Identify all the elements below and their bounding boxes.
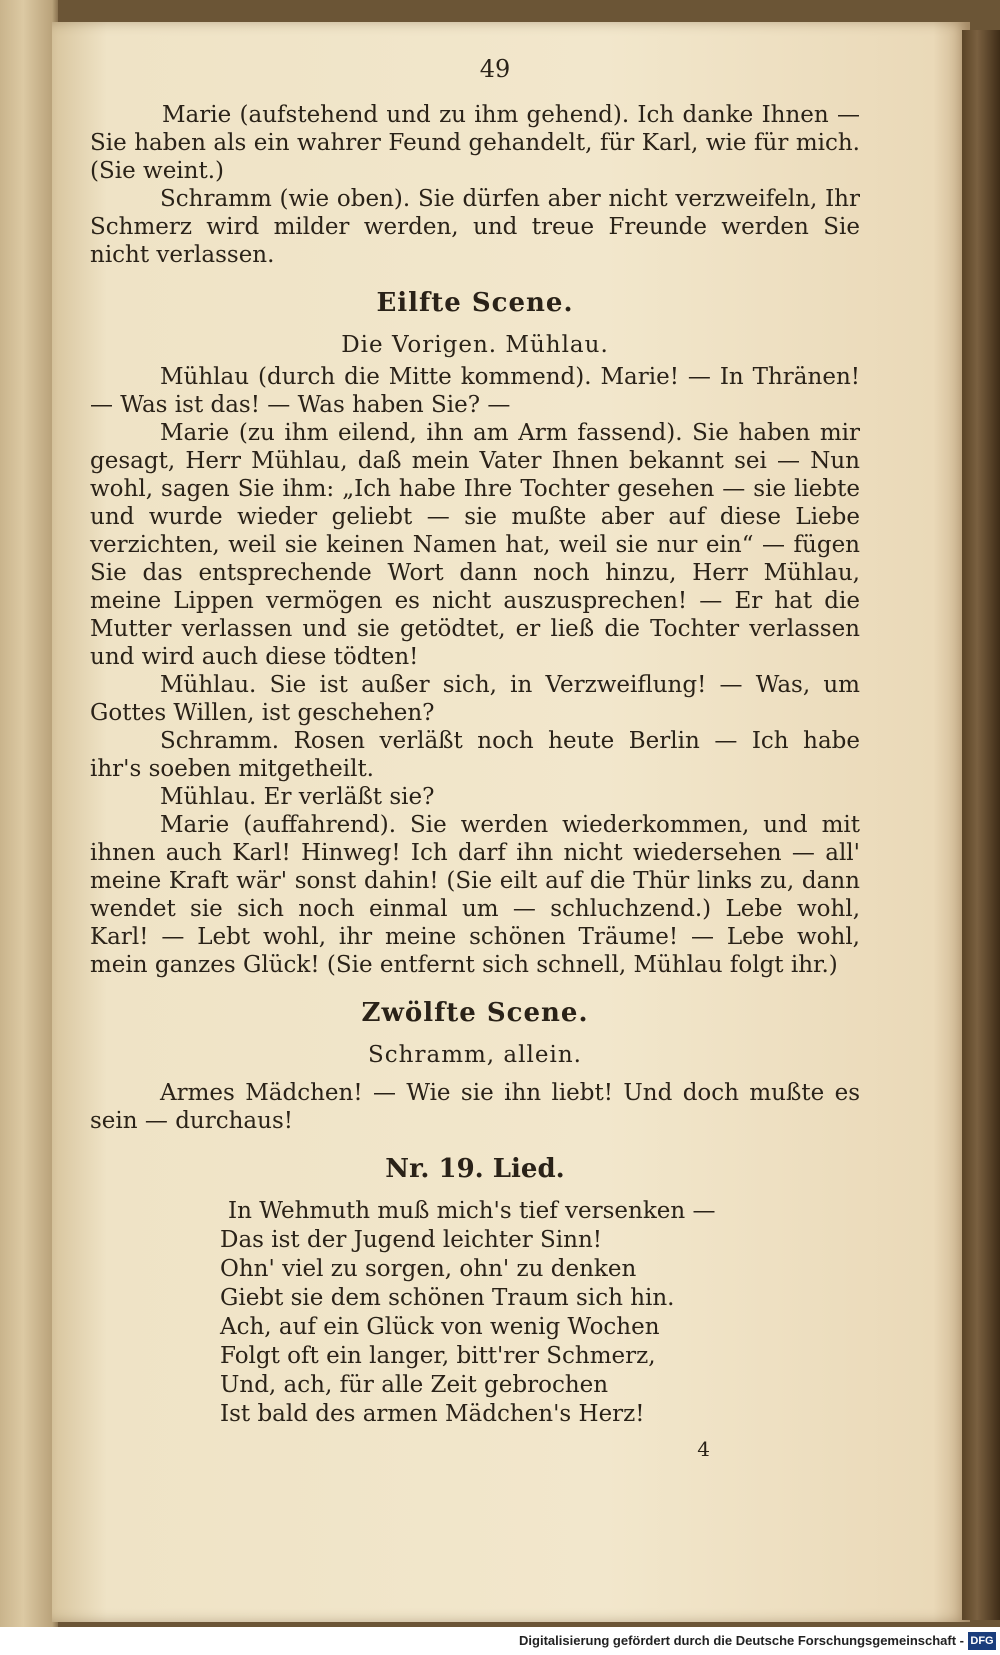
paragraph: Marie (auffahrend). Sie werden wiederkommen, und mit ihnen auch Karl! Hinweg! Ich darf ihn nicht wiedersehen — all' meine Kraft wär' sonst dahin! (Sie eilt auf die Thür links zu, dann wendet sie sich noch einmal um — schluchzend.) Lebe wohl, Karl! — Lebt wohl, ihr meine schönen Träume! — Lebe wohl, mein ganzes Glück! (Sie entfernt sich schnell, Mühlau folgt ihr.) (90, 812, 860, 978)
dfg-logo-icon: DFG (968, 1632, 996, 1650)
paragraph: Marie (zu ihm eilend, ihn am Arm fassend). Sie haben mir gesagt, Herr Mühlau, daß mein Vater Ihnen bekannt sei — Nun wohl, sagen Sie ihm: „Ich habe Ihre Tochter gesehen — sie liebte und wurde wieder geliebt — sie mußte aber auf diese Liebe verzichten, weil sie keinen Namen hat, weil sie nur ein“ — fügen Sie das entsprechende Wort dann noch hinzu, Herr Mühlau, meine Lippen vermögen es nicht auszusprechen! — Er hat die Mutter verlassen und sie getödtet, er ließ die Tochter verlassen und wird auch diese tödten! (90, 420, 860, 670)
verse-line: Ist bald des armen Mädchen's Herz! (220, 1401, 645, 1427)
paragraph: Schramm (wie oben). Sie dürfen aber nicht verzweifeln, Ihr Schmerz wird milder werden, und treue Freunde werden Sie nicht verlassen. (90, 186, 860, 268)
paragraph: Mühlau. Er verläßt sie? (160, 784, 435, 810)
verse-line: Und, ach, für alle Zeit gebrochen (220, 1372, 609, 1398)
verse-line: Folgt oft ein langer, bitt'rer Schmerz, (220, 1343, 656, 1369)
page-text (90, 55, 860, 1463)
scene-cast: Schramm, allein. (368, 1042, 582, 1068)
page-number: 49 (479, 55, 511, 83)
paragraph: Mühlau (durch die Mitte kommend). Marie! — In Thränen! — Was ist das! — Was haben Sie? — (90, 364, 860, 418)
digitization-credit: Digitalisierung gefördert durch die Deutsche Forschungsgemeinschaft - (0, 1627, 1000, 1655)
scene-heading: Eilfte Scene. (376, 288, 574, 318)
paragraph: Armes Mädchen! — Wie sie ihn liebt! Und doch mußte es sein — durchaus! (90, 1080, 860, 1134)
scene-cast: Die Vorigen. Mühlau. (341, 332, 609, 358)
left-page-edge (0, 0, 58, 1655)
verse-line: In Wehmuth muß mich's tief versenken — (228, 1198, 716, 1224)
verse-line: Das ist der Jugend leichter Sinn! (220, 1227, 602, 1253)
signature-mark: 4 (697, 1437, 710, 1461)
book-fore-edge (962, 30, 1000, 1620)
paragraph: Mühlau. Sie ist außer sich, in Verzweiflung! — Was, um Gottes Willen, ist geschehen? (90, 672, 860, 726)
paragraph: Marie (aufstehend und zu ihm gehend). Ich danke Ihnen — Sie haben als ein wahrer Feund gehandelt, für Karl, wie für mich. (Sie weint.) (90, 102, 860, 184)
paragraph: Schramm. Rosen verläßt noch heute Berlin — Ich habe ihr's soeben mitgetheilt. (90, 728, 860, 782)
verse-line: Giebt sie dem schönen Traum sich hin. (220, 1285, 675, 1311)
verse-line: Ohn' viel zu sorgen, ohn' zu denken (220, 1256, 637, 1282)
song-heading: Nr. 19. Lied. (385, 1154, 565, 1184)
verse-line: Ach, auf ein Glück von wenig Wochen (220, 1314, 660, 1340)
scene-heading: Zwölfte Scene. (361, 998, 589, 1028)
